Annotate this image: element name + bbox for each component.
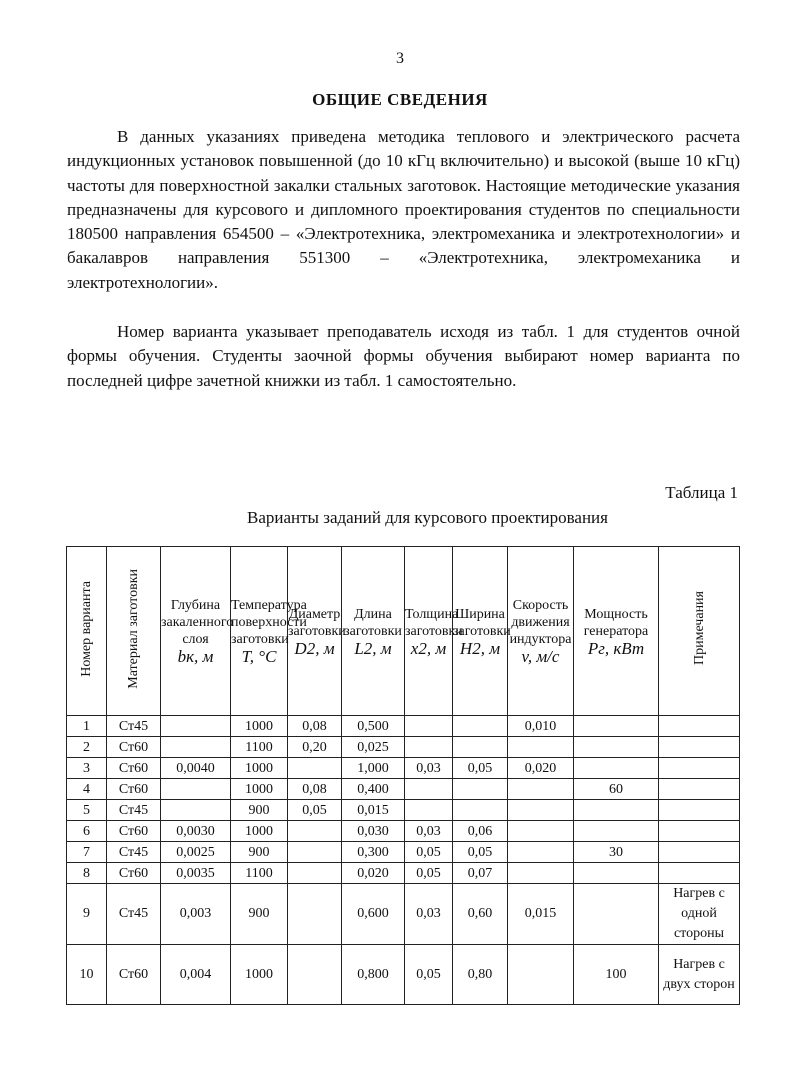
intro-paragraph-text: В данных указаниях приведена методика теплового и электрического расчета индукционных установок повышенной (до 10 кГц включительно) и высокой (выше 10 кГц) частоты для поверхностной закалки стальных заготовок. Настоящие методические указания предназначены для курсового и дипломного проектирования студентов по специальности 180500 направления 654500 – «Электротехника, электромеханика и электротехнологии» и бакалавров направления 551300 – «Электротехника, электромеханика и электротехнологии».	[67, 127, 740, 292]
table-row: 10 Ст60 0,004 1000 0,800 0,05 0,80 100 Нагрев с двух сторон	[67, 945, 740, 1005]
table-row: 7 Ст45 0,0025 900 0,300 0,05 0,05 30	[67, 842, 740, 863]
table-header-row	[67, 547, 740, 716]
table-label: Таблица 1	[665, 483, 738, 502]
page-heading: ОБЩИЕ СВЕДЕНИЯ	[312, 90, 488, 109]
header-variant: Номер варианта	[67, 547, 107, 716]
variants-table	[66, 546, 740, 1005]
table-row: 6 Ст60 0,0030 1000 0,030 0,03 0,06	[67, 821, 740, 842]
header-power: Мощность генератора Pг, кВт	[574, 547, 659, 716]
header-length: Длина заготовки L2, м	[342, 547, 405, 716]
header-material: Материал заготовки	[107, 547, 161, 716]
row-note: Нагрев с двух сторон	[659, 945, 740, 1005]
page-number: 3	[396, 50, 404, 67]
variant-paragraph-text: Номер варианта указывает преподаватель исходя из табл. 1 для студентов очной формы обучения. Студенты заочной формы обучения выбирают номер варианта по последней цифре зачетной книжки из табл. 1 самостоятельно.	[67, 322, 740, 390]
table-row: 2 Ст60 1100 0,20 0,025	[67, 737, 740, 758]
header-thickness: Толщина заготовки x2, м	[405, 547, 453, 716]
header-diameter: Диаметр заготовки D2, м	[288, 547, 342, 716]
header-speed: Скорость движения индуктора v, м/с	[508, 547, 574, 716]
header-temperature: Температура поверхности заготовки T, °С	[231, 547, 288, 716]
table-row: 4 Ст60 1000 0,08 0,400 60	[67, 779, 740, 800]
table-row: 3 Ст60 0,0040 1000 1,000 0,03 0,05 0,020	[67, 758, 740, 779]
table-row: 1 Ст45 1000 0,08 0,500 0,010	[67, 716, 740, 737]
header-note: Примечания	[659, 547, 740, 716]
table-row: 8 Ст60 0,0035 1100 0,020 0,05 0,07	[67, 863, 740, 884]
header-width: Ширина заготовки H2, м	[453, 547, 508, 716]
header-depth: Глубина закаленного слоя bк, м	[161, 547, 231, 716]
table-row: 5 Ст45 900 0,05 0,015	[67, 800, 740, 821]
table-caption: Варианты заданий для курсового проектирования	[247, 508, 608, 527]
row-note: Нагрев с одной стороны	[659, 884, 740, 945]
variant-paragraph	[67, 320, 740, 393]
intro-paragraph	[67, 125, 740, 295]
table-row: 9 Ст45 0,003 900 0,600 0,03 0,60 0,015 Нагрев с одной стороны	[67, 884, 740, 945]
